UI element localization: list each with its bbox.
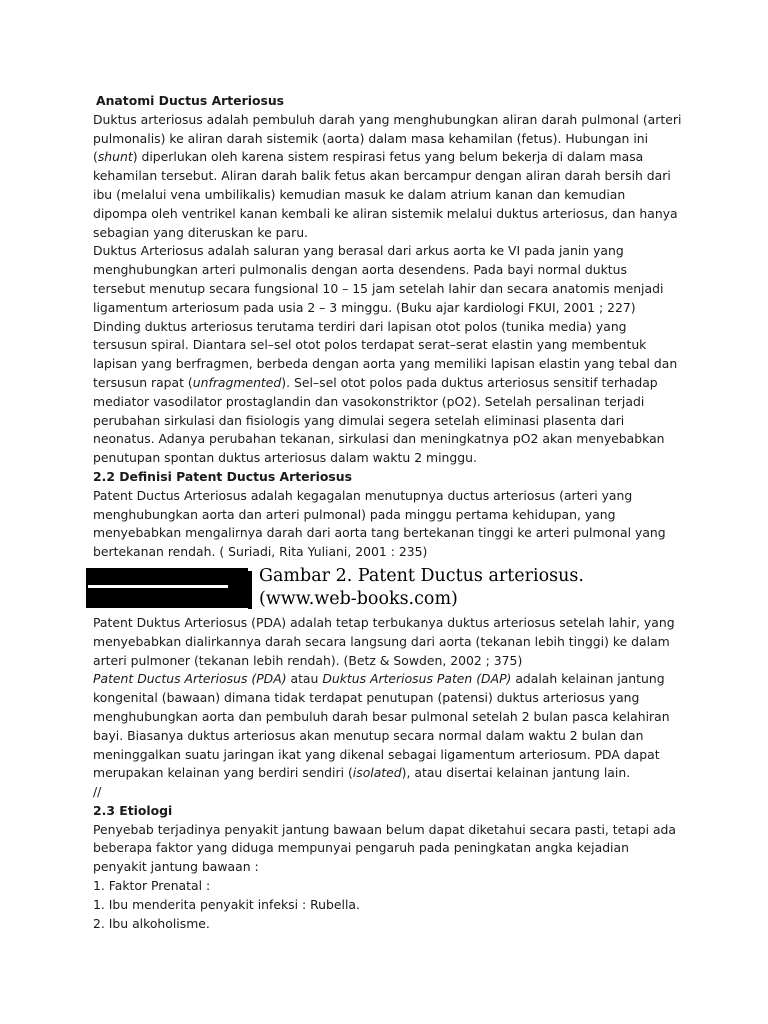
heading-etiologi: 2.3 Etiologi	[93, 802, 173, 818]
paragraph-pda-2	[93, 670, 683, 783]
heading-definisi: 2.2 Definisi Patent Ductus Arteriosus	[93, 468, 352, 484]
italic-term: isolated	[352, 765, 402, 781]
text: Duktus arteriosus adalah pembuluh darah yang menghubungkan aliran darah pulmonal (arteri pulmonalis) ke aliran darah sistemik (aorta) dalam masa kehamilan (fetus). Hubungan ini (	[93, 111, 682, 165]
list-item: 1. Ibu menderita penyakit infeksi : Rubella.	[93, 896, 360, 912]
text: adalah kelainan jantung kongenital (bawaan) dimana tidak terdapat penutupan (patensi) duktus arteriosus yang menghubungkan aorta dan pembuluh darah besar pulmonal setelah 2 bulan pasca kelahiran bayi. Biasanya duktus arteriosus akan menutup secara normal dalam waktu 2 bulan dan meninggalkan suatu jaringan ikat yang dikenal sebagai ligamentum arteriosum. PDA dapat merupakan kelainan yang berdiri sendiri (	[93, 671, 670, 781]
figure-block	[93, 564, 683, 614]
paragraph-etiologi: Penyebab terjadinya penyakit jantung bawaan belum dapat diketahui secara pasti, tetapi ada beberapa faktor yang diduga mempunyai pengaruh pada peningkatan angka kejadian penyakit jantung bawaan :	[93, 821, 677, 875]
image-stripe	[88, 585, 228, 588]
paragraph-anatomi-1	[93, 111, 683, 243]
paragraph-anatomi-3	[93, 318, 683, 468]
document-page	[93, 92, 683, 933]
text: ) diperlukan oleh karena sistem respirasi fetus yang belum bekerja di dalam masa kehamilan tersebut. Aliran darah balik fetus akan bercampur dengan aliran darah bersih dari ibu (melalui vena umbilikalis) kemudian masuk ke dalam atrium kanan dan kemudian dipompa oleh ventrikel kanan kembali ke aliran sistemik melalui duktus arteriosus, dan hanya sebagian yang diteruskan ke paru.	[93, 149, 678, 240]
text: atau	[286, 671, 323, 687]
redacted-image	[86, 568, 248, 608]
slashes: //	[93, 784, 102, 800]
redacted-image-edge	[248, 571, 252, 609]
text: Dinding duktus arteriosus terutama terdiri dari lapisan otot polos (tunika media) yang tersusun spiral. Diantara sel–sel otot polos terdapat serat–serat elastin yang membentuk lapisan yang berfragmen, berbeda dengan aorta yang memiliki lapisan elastin yang tebal dan tersusun rapat (	[93, 318, 678, 390]
italic-term: Patent Ductus Arteriosus (PDA)	[93, 671, 287, 687]
list-item: 2. Ibu alkoholisme.	[93, 915, 210, 931]
text: ). Sel–sel otot polos pada duktus arteriosus sensitif terhadap mediator vasodilator prostaglandin dan vasokonstriktor (pO2). Setelah persalinan terjadi perubahan sirkulasi dan fisiologis yang dimulai segera setelah eliminasi plasenta dari neonatus. Adanya perubahan tekanan, sirkulasi dan meningkatnya pO2 akan menyebabkan penutupan spontan duktus arteriosus dalam waktu 2 minggu.	[93, 374, 665, 466]
figure-caption	[259, 565, 584, 611]
paragraph-anatomi-2: Duktus Arteriosus adalah saluran yang berasal dari arkus aorta ke VI pada janin yang menghubungkan arteri pulmonalis dengan aorta desendens. Pada bayi normal duktus tersebut menutup secara fungsional 10 – 15 jam setelah lahir dan secara anatomis menjadi ligamentum arteriosum pada usia 2 – 3 minggu. (Buku ajar kardiologi FKUI, 2001 ; 227)	[93, 243, 664, 315]
figure-caption-source: (www.web-books.com)	[259, 588, 458, 609]
text: ), atau disertai kelainan jantung lain.	[401, 765, 631, 781]
italic-term: unfragmented	[192, 374, 282, 390]
figure-caption-title: Gambar 2. Patent Ductus arteriosus.	[259, 565, 584, 586]
italic-term: Duktus Arteriosus Paten (DAP)	[322, 671, 512, 687]
heading-anatomi: Anatomi Ductus Arteriosus	[96, 93, 285, 108]
paragraph-pda-1: Patent Duktus Arteriosus (PDA) adalah tetap terbukanya duktus arteriosus setelah lahir, yang menyebabkan dialirkannya darah secara langsung dari aorta (tekanan lebih tinggi) ke dalam arteri pulmoner (tekanan lebih rendah). (Betz & Sowden, 2002 ; 375)	[93, 614, 675, 668]
italic-term: shunt	[97, 149, 133, 165]
paragraph-definisi: Patent Ductus Arteriosus adalah kegagalan menutupnya ductus arteriosus (arteri yang menghubungkan aorta dan arteri pulmonal) pada minggu pertama kehidupan, yang menyebabkan mengalirnya darah dari aorta tang bertekanan tinggi ke arteri pulmonal yang bertekanan rendah. ( Suriadi, Rita Yuliani, 2001 : 235)	[93, 487, 666, 560]
list-title: 1. Faktor Prenatal :	[93, 878, 211, 894]
